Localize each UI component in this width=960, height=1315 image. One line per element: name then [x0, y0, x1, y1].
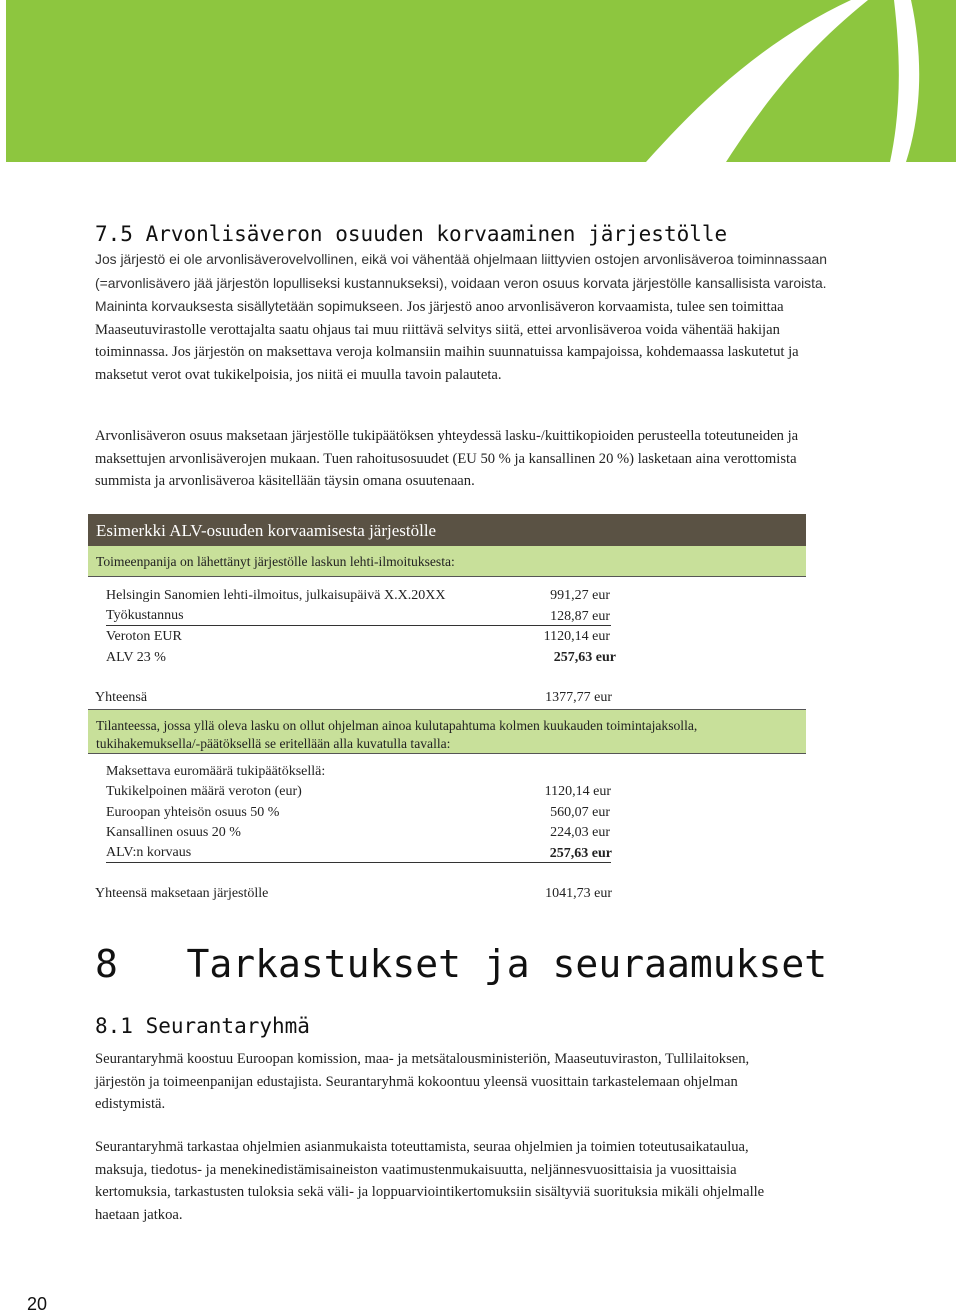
- payment-row-label: Euroopan yhteisön osuus 50 %: [106, 805, 280, 820]
- payment-total-value: 1041,73 eur: [545, 886, 612, 901]
- scenario-text: Tilanteessa, jossa yllä oleva lasku on ollut ohjelman ainoa kulutapahtuma kolmen kuukauden toimintajaksolla, tukihakemuksella/-päätöksellä se eritellään alla kuvatulla tavalla:: [96, 718, 698, 751]
- section-8-1-para2: Seurantaryhmä tarkastaa ohjelmien asianmukaista toteuttamista, seuraa ohjelmien ja toimien toteutusaikataulua, maksuja, tiedotus- ja menekinedistämisaineiston vaatimustenmukaisuutta, neljännesvuosittaisia ja vuosittaisia kertomuksia, tarkastusten tuloksia sekä väli- ja loppuarviointikertomuksiin sisältyviä suorituksia mikäli ohjelmalle haetaan jatkoa.: [95, 1139, 765, 1223]
- payment-heading: Maksettava euromäärä tukipäätöksellä:: [106, 764, 326, 779]
- invoice-row-label: ALV 23 %: [106, 650, 166, 665]
- example-subtitle: Toimeenpanija on lähettänyt järjestölle laskun lehti-ilmoituksesta:: [96, 554, 455, 569]
- scenario-band: [88, 709, 806, 754]
- section-8-1-para1: Seurantaryhmä koostuu Euroopan komission, maa- ja metsätalousministeriön, Maaseutuviraston, Tullilaitoksen, järjestön ja toimeenpanijan edustajista. Seurantaryhmä kokoontuu yleensä vuosittain tarkastelemaan ohjelman edistymistä.: [95, 1051, 750, 1113]
- example-title-bar: [88, 514, 806, 546]
- section-7-5-para1: [95, 248, 835, 387]
- invoice-row-label: Veroton EUR: [106, 629, 182, 644]
- section-8-1-title: 8.1 Seurantaryhmä: [95, 1014, 310, 1038]
- page-number: 20: [27, 1294, 48, 1314]
- section-7-5-title: 7.5 Arvonlisäveron osuuden korvaaminen järjestölle: [95, 222, 728, 246]
- payment-total-label: Yhteensä maksetaan järjestölle: [95, 886, 269, 901]
- leaf-right-stroke: [890, 0, 919, 162]
- payment-row-label: Tukikelpoinen määrä veroton (eur): [106, 784, 302, 799]
- payment-row-label-text: ALV:n korvaus: [106, 845, 192, 860]
- example-subtitle-band: [88, 546, 806, 577]
- para1-sans-part: Jos järjestö ei ole arvonlisäverovelvollinen, eikä voi vähentää ohjelmaan liittyvien ostojen arvonlisäveroa toiminnassaan (=arvonlisävero jää järjestön lopulliseksi kustannukseksi), voidaan veron osuus korvata järjestölle kansallisista varoista. Maininta korvauksesta sisällytetään sopimukseen.: [95, 251, 827, 315]
- leaf-left-stroke: [646, 0, 868, 162]
- invoice-row-value: 257,63 eur: [553, 650, 616, 665]
- payment-row-value: 257,63 eur: [549, 846, 612, 861]
- invoice-total-value: 1377,77 eur: [545, 690, 612, 705]
- payment-row-value: 1120,14 eur: [544, 784, 611, 799]
- payment-row-value: 560,07 eur: [550, 805, 610, 820]
- invoice-row-value: 991,27 eur: [550, 588, 610, 603]
- payment-row-label: Kansallinen osuus 20 %: [106, 825, 241, 840]
- invoice-row-value: 128,87 eur: [550, 609, 610, 624]
- invoice-row-label-text: Työkustannus: [106, 608, 184, 623]
- header-banner: [6, 0, 956, 162]
- example-title: Esimerkki ALV-osuuden korvaamisesta järjestölle: [96, 521, 437, 540]
- invoice-row-value: 1120,14 eur: [543, 629, 610, 644]
- leaf-icon: [6, 0, 956, 162]
- para1-serif-part: Jos järjestö anoo arvonlisäveron korvaamista, tulee sen toimittaa Maaseutuvirastolle verottajalta saatu ohjaus tai muu riittävä selvitys siitä, ettei arvonlisäveroa voida vähentää hakijan toiminnassa. Jos järjestön on maksettava veroja kolmansiin maihin suunnatuissa kampajoissa, kohdemaassa laskutetut ja maksetut verot ovat tukikelpoisia, jos niitä ei muulla tavoin palauteta.: [95, 299, 799, 383]
- invoice-total-label: Yhteensä: [95, 690, 148, 705]
- invoice-row-label: Helsingin Sanomien lehti-ilmoitus, julkaisupäivä X.X.20XX: [106, 588, 446, 603]
- section-7-5-para2: Arvonlisäveron osuus maksetaan järjestölle tukipäätöksen yhteydessä lasku-/kuittikopioiden perusteella toteutuneiden ja maksettujen arvonlisäverojen mukaan. Tuen rahoitusosuudet (EU 50 % ja kansallinen 20 %) lasketaan aina verottomista summista ja arvonlisäveroa käsitellään täysin omana osuutenaan.: [95, 428, 799, 490]
- payment-row-value: 224,03 eur: [550, 825, 610, 840]
- section-8-title: 8 Tarkastukset ja seuraamukset: [95, 942, 828, 986]
